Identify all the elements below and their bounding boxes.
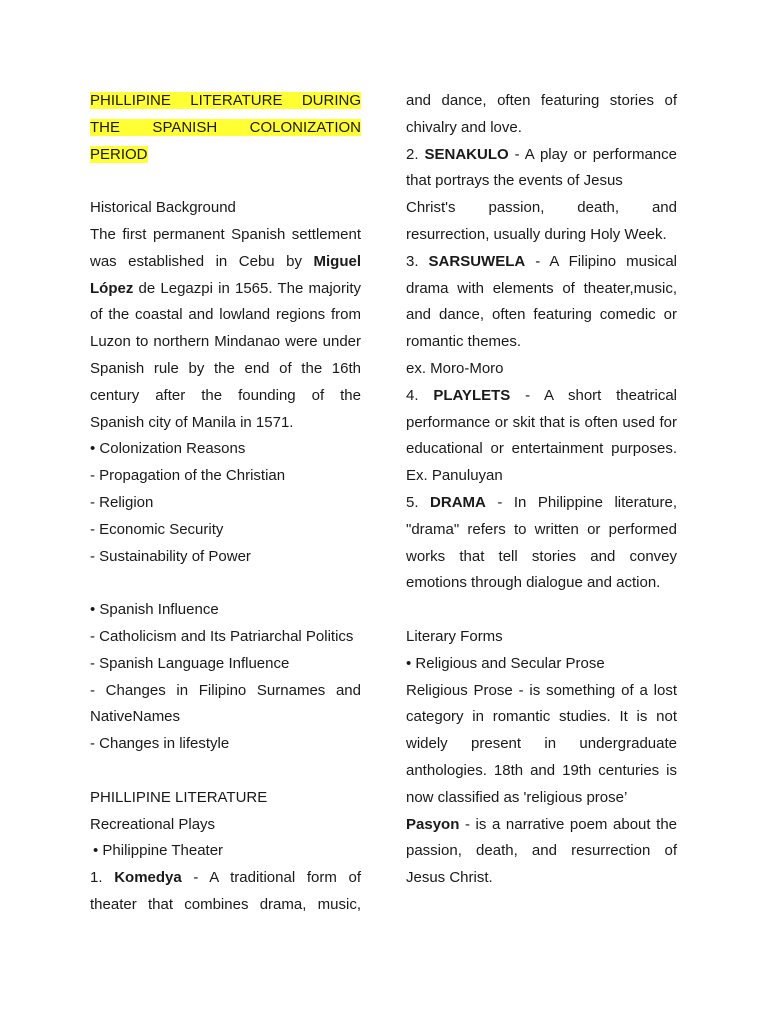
right-column	[406, 88, 677, 892]
komedya-continued: and dance, often featuring stories of	[406, 92, 677, 109]
list-item: NativeNames	[90, 708, 181, 726]
komedya-line-2: theater that combines drama, music,	[90, 895, 361, 913]
title-line-3: PERIOD	[90, 145, 148, 163]
prose-text: now classified as 'religious prose’	[406, 788, 628, 806]
sarsuwela-text: drama with elements of theater,music,	[406, 279, 677, 297]
colonization-reasons-heading: • Colonization Reasons	[90, 440, 246, 458]
list-item: - Propagation of the Christian	[90, 467, 286, 485]
recreational-plays-heading: Recreational Plays	[90, 815, 216, 833]
left-column	[90, 88, 361, 919]
pasyon-text: passion, death, and resurrection of	[406, 842, 677, 860]
playlets-text: performance or skit that is often used for	[406, 413, 677, 431]
senakulo-text: that portrays the events of Jesus	[406, 172, 623, 190]
intro-line: Spanish city of Manila in 1571.	[90, 413, 294, 431]
intro-line: century after the founding of the	[90, 386, 361, 404]
list-item: - Spanish Language Influence	[90, 654, 290, 672]
blank-line	[90, 168, 361, 195]
blank-line	[90, 758, 361, 785]
playlets-line: 4. PLAYLETS - A short theatrical	[406, 386, 678, 404]
prose-text: Religious Prose - is something of a lost	[406, 681, 677, 699]
list-item: - Religion	[90, 493, 154, 511]
blank-line	[90, 570, 361, 597]
intro-line: of the coastal and lowland regions from	[90, 306, 361, 324]
senakulo-line: 2. SENAKULO - A play or performance	[406, 145, 677, 163]
intro-line: The first permanent Spanish settlement	[90, 225, 361, 243]
list-item: - Sustainability of Power	[90, 547, 251, 565]
intro-line: López de Legazpi in 1565. The majority	[90, 279, 361, 297]
prose-text: widely present in undergraduate	[406, 735, 677, 753]
sarsuwela-example: ex. Moro-Moro	[406, 359, 504, 377]
title-line-1: PHILLIPINE LITERATURE DURING	[90, 92, 361, 109]
intro-line: was established in Cebu by Miguel	[90, 252, 361, 270]
list-item: - Changes in Filipino Surnames and	[90, 681, 361, 699]
blank-line	[406, 597, 677, 624]
drama-text: "drama" refers to written or performed	[406, 520, 677, 538]
pasyon-text: Jesus Christ.	[406, 869, 493, 887]
intro-line: Luzon to northern Mindanao were under	[90, 333, 361, 351]
literary-forms-heading: Literary Forms	[406, 627, 503, 645]
sarsuwela-text: romantic themes.	[406, 333, 522, 351]
intro-line: Spanish rule by the end of the 16th	[90, 359, 361, 377]
sarsuwela-text: and dance, often featuring comedic or	[406, 306, 677, 324]
philippine-literature-heading: PHILLIPINE LITERATURE	[90, 788, 268, 806]
list-item: - Economic Security	[90, 520, 224, 538]
sarsuwela-line: 3. SARSUWELA - A Filipino musical	[406, 252, 678, 270]
komedya-line: 1. Komedya - A traditional form of	[90, 869, 362, 887]
prose-text: category in romantic studies. It is not	[406, 708, 677, 726]
title-line-2: THE SPANISH COLONIZATION	[90, 118, 361, 136]
spanish-influence-heading: • Spanish Influence	[90, 601, 219, 619]
drama-text: works that tell stories and convey	[406, 547, 677, 565]
prose-text: anthologies. 18th and 19th centuries is	[406, 761, 677, 779]
senakulo-text: Christ's passion, death, and	[406, 199, 677, 217]
playlets-example: Ex. Panuluyan	[406, 467, 503, 485]
list-item: - Catholicism and Its Patriarchal Politics	[90, 627, 354, 645]
drama-line: 5. DRAMA - In Philippine literature,	[406, 493, 677, 511]
komedya-continued: chivalry and love.	[406, 118, 522, 136]
playlets-text: educational or entertainment purposes.	[406, 440, 677, 458]
prose-heading: • Religious and Secular Prose	[406, 654, 605, 672]
senakulo-text: resurrection, usually during Holy Week.	[406, 225, 667, 243]
section-heading-historical-background: Historical Background	[90, 199, 236, 217]
list-item: - Changes in lifestyle	[90, 735, 230, 753]
pasyon-line: Pasyon - is a narrative poem about the	[406, 815, 677, 833]
drama-text: emotions through dialogue and action.	[406, 574, 661, 592]
philippine-theater-heading: • Philippine Theater	[93, 842, 224, 860]
